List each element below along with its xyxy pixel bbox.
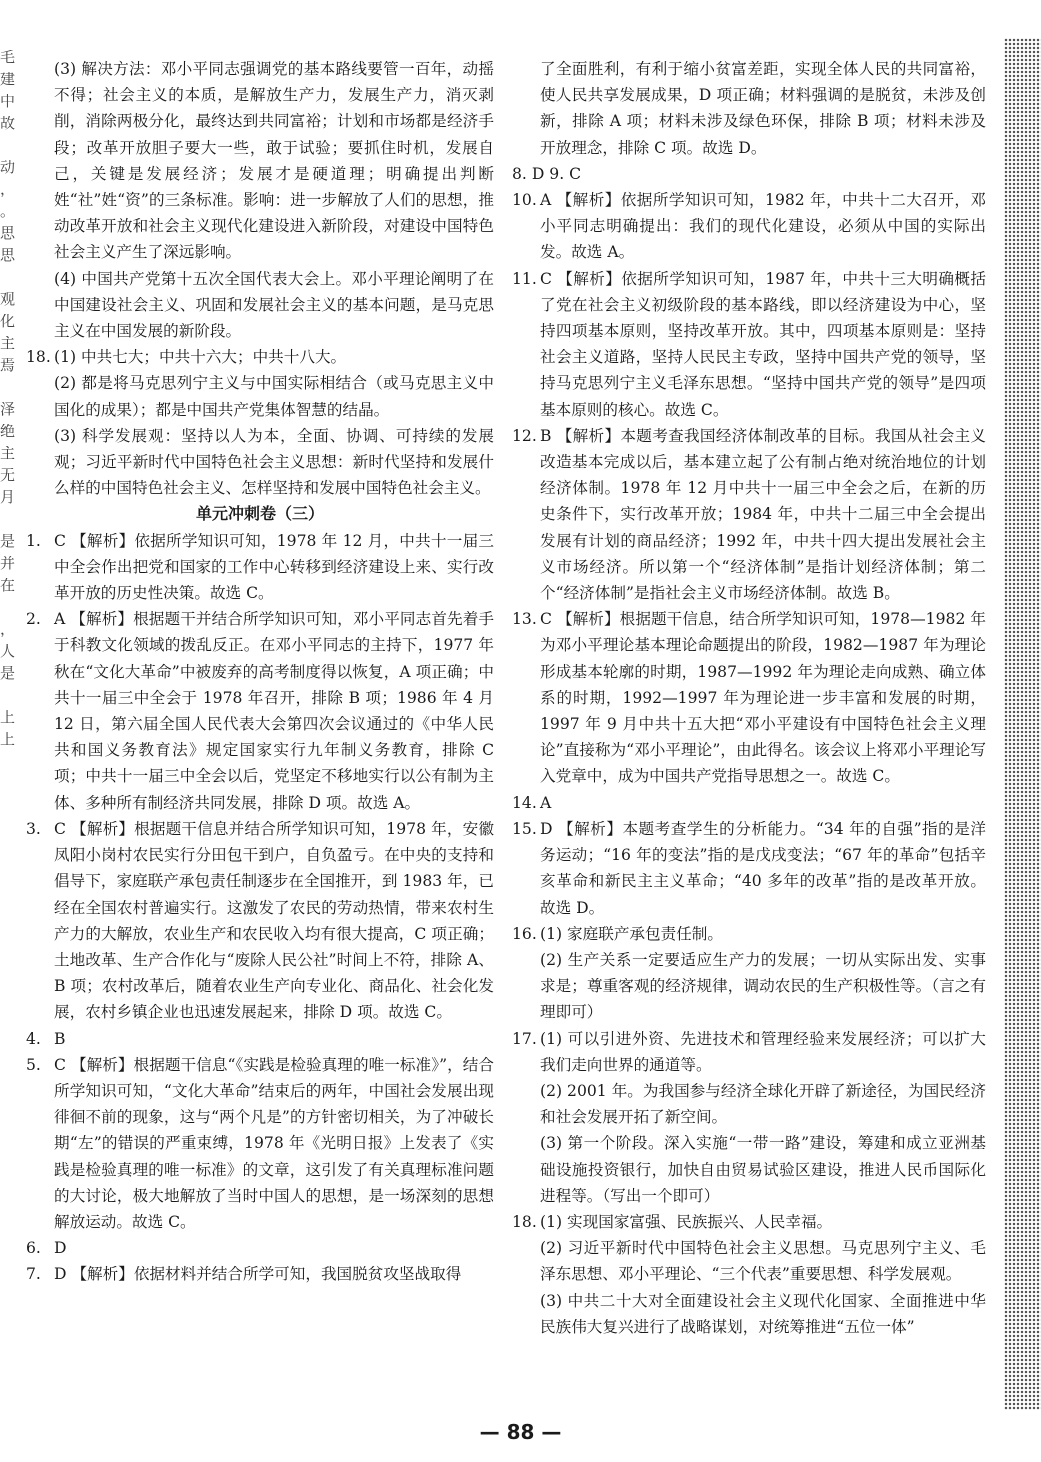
q8-9-answers: 8. D 9. C: [512, 164, 582, 183]
q16-item: [512, 921, 986, 947]
answer-part: (3) 科学发展观：坚持以人为本，全面、协调、可持续的发展观；习近平新时代中国特色社会主义思想：新时代坚持和发展什么样的中国特色社会主义、怎样坚持和发展中国特色社会主义。: [54, 426, 494, 498]
edge-fragment: 绝: [0, 424, 16, 439]
item-number: 12.: [512, 426, 537, 445]
answer-part: (3) 第一个阶段。深入实施“一带一路”建设，筹建和成立亚洲基础设施投资银行，加快自由贸易试验区建设，推进人民币国际化进程等。（写出一个即可）: [540, 1134, 986, 1205]
edge-fragment: 焉: [0, 358, 16, 373]
answer-item: [26, 528, 494, 607]
edge-fragment: 在: [0, 578, 16, 593]
q16-parts: [512, 947, 986, 1026]
left-column: [26, 56, 494, 1288]
item-number: 15.: [512, 819, 537, 838]
item-text: D 【解析】本题考查学生的分析能力。“34 年的自强”指的是洋务运动；“16 年的变法”指的是戊戌变法；“67 年的革命”包括辛亥革命和新民主主义革命；“40 多年的改革”指的是改革开放。故选 D。: [540, 819, 986, 917]
edge-fragment: 月: [0, 490, 16, 505]
item-text: B 【解析】本题考查我国经济体制改革的目标。我国从社会主义改造基本完成以后，基本建立起了公有制占绝对统治地位的计划经济体制。1978 年 12 月中共十一届三中全会之后，在新的历史条件下，实行改革开放；1984 年，中共十二届三中全会提出发展有计划的商品经济；1992 年，中共十四大提出发展社会主义市场经济。所以第一个“经济体制”是指计划经济体制；第二个“经济体制”是指社会主义市场经济体制。故选 B。: [540, 426, 986, 603]
edge-text-fragments: [0, 50, 22, 750]
q16-part-1: (1) 家庭联产承包责任制。: [540, 924, 723, 943]
q17-part-1: (1) 可以引进外资、先进技术和管理经验来发展经济；可以扩大我们走向世界的通道等。: [540, 1029, 986, 1074]
answer-item: [26, 606, 494, 816]
answer-list-left: [26, 528, 494, 1288]
edge-fragment: 人: [0, 644, 16, 659]
item-number: 2.: [26, 610, 41, 629]
item-text: C 【解析】根据题干信息“《实践是检验真理的唯一标准》”，结合所学知识可知，“文化大革命”结束后的两年，中国社会发展出现徘徊不前的现象，这与“两个凡是”的方针密切相关，为了冲破长期“左”的错误的严重束缚，1978 年《光明日报》上发表了《实践是检验真理的唯一标准》的文章，这引发了有关真理标准问题的大讨论，极大地解放了当时中国人的思想，是一场深刻的思想解放运动。故选 C。: [54, 1055, 494, 1231]
item-number: 5.: [26, 1055, 41, 1074]
answer-item: [512, 606, 986, 789]
item-text: A 【解析】根据题干并结合所学知识可知，邓小平同志首先着手于科教文化领域的拨乱反正。在邓小平同志的主持下，1977 年秋在“文化大革命”中被废弃的高考制度得以恢复，A 项正确；中共十一届三中全会于 1978 年召开，排除 B 项；1986 年 4 月 12 日，第六届全国人民代表大会第四次会议通过的《中华人民共和国义务教育法》规定国家实行九年制义务教育，排除 C 项；中共十一届三中全会以后，党坚定不移地实行以公有制为主体、多种所有制经济共同发展，排除 D 项。故选 A。: [54, 610, 494, 812]
answer-item: [26, 1026, 494, 1052]
edge-fragment: 观: [0, 292, 16, 307]
item-number: 16.: [512, 924, 537, 943]
edge-fragment: 主: [0, 446, 16, 461]
q18-parts: [26, 370, 494, 501]
edge-fragment: 动: [0, 160, 16, 175]
answer-item: [512, 790, 986, 816]
edge-fragment: 主: [0, 336, 16, 351]
item-text: C 【解析】依据所学知识可知，1987 年，中共十三大明确概括了党在社会主义初级阶段的基本路线，即以经济建设为中心，坚持四项基本原则，坚持改革开放。其中，四项基本原则是：坚持社会主义道路，坚持人民民主专政，坚持中国共产党的领导，坚持马克思列宁主义毛泽东思想。“坚持中国共产党的领导”是四项基本原则的核心。故选 C。: [540, 269, 986, 419]
edge-dot-pattern: [1004, 38, 1041, 1410]
edge-fragment: 上: [0, 710, 16, 725]
edge-fragment: 无: [0, 468, 16, 483]
item-text: A 【解析】依据所学知识可知，1982 年，中共十二大召开，邓小平同志明确提出：我们的现代化建设，必须从中国的实际出发。故选 A。: [540, 191, 986, 262]
q17-parts: [512, 1078, 986, 1209]
answer-part: (2) 2001 年。为我国参与经济全球化开辟了新途径，为国民经济和社会发展开拓了新空间。: [540, 1081, 986, 1127]
answer-part: (3) 中共二十大对全面建设社会主义现代化国家、全面推进中华民族伟大复兴进行了战略谋划，对统筹推进“五位一体”: [540, 1291, 986, 1336]
answer-item: [512, 187, 986, 266]
item-text: C 【解析】根据题干信息，结合所学知识可知，1978—1982 年为邓小平理论基本理论命题提出的阶段，1982—1987 年为理论形成基本轮廓的时期，1987—1992 年为理论走向成熟、确立体系的时期，1992—1997 年为理论进一步丰富和发展的时期，1997 年 9 月中共十五大把“邓小平建设有中国特色社会主义理论”直接称为“邓小平理论”，由此得名。该会议上将邓小平理论写入党章中，成为中国共产党指导思想之一。故选 C。: [540, 610, 986, 786]
answer-item: [512, 816, 986, 921]
q17-item: [512, 1026, 986, 1078]
item-number: 14.: [512, 793, 537, 812]
item-text: C 【解析】根据题干信息并结合所学知识可知，1978 年，安徽凤阳小岗村农民实行分田包干到户，自负盈亏。在中央的支持和倡导下，家庭联产承包责任制逐步在全国推开，到 1983 年，已经在全国农村普遍实行。这激发了农民的劳动热情，带来农村生产力的大解放，农业生产和农民收入均有很大提高，C 项正确；土地改革、生产合作化与“废除人民公社”时间上不符，排除 A、B 项；农村改革后，随着农业生产向专业化、商品化、社会化发展，农村乡镇企业也迅速发展起来，排除 D 项。故选 C。: [54, 819, 494, 1022]
answer-item: [26, 1052, 494, 1235]
edge-fragment: 化: [0, 314, 16, 329]
q18-item: [26, 344, 494, 370]
right-column: [512, 56, 986, 1340]
answer-item: [512, 266, 986, 423]
item-text: D: [54, 1239, 67, 1258]
item-number: 6.: [26, 1239, 41, 1258]
edge-fragment: 。: [0, 204, 16, 219]
item-number: 3.: [26, 819, 41, 838]
item-text: B: [54, 1029, 66, 1048]
edge-fragment: 思: [0, 226, 16, 241]
q18-item: [512, 1209, 986, 1235]
edge-fragment: 毛: [0, 50, 16, 65]
item-number: 4.: [26, 1029, 41, 1048]
edge-fragment: 是: [0, 666, 16, 681]
q18-part-1: (1) 中共七大；中共十六大；中共十八大。: [54, 348, 347, 367]
item-number: 11.: [512, 269, 537, 288]
item-number: 10.: [512, 191, 537, 210]
edge-fragment: 上: [0, 732, 16, 747]
answer-item: [26, 1261, 494, 1287]
item-text: C 【解析】依据所学知识可知，1978 年 12 月，中共十一届三中全会作出把党和国家的工作中心转移到经济建设上来、实行改革开放的历史性决策。故选 C。: [54, 531, 494, 603]
item-number: 13.: [512, 610, 537, 629]
edge-fragment: 是: [0, 534, 16, 549]
edge-fragment: 故: [0, 116, 16, 131]
item-number: 17.: [512, 1029, 537, 1048]
section-heading: 单元冲刺卷（三）: [195, 504, 324, 524]
edge-fragment: 思: [0, 248, 16, 263]
edge-fragment: 建: [0, 72, 16, 87]
item-number: 18.: [512, 1212, 537, 1231]
edge-fragment: 泽: [0, 402, 16, 417]
item-number: 7.: [26, 1265, 41, 1284]
edge-fragment: ，: [0, 182, 16, 197]
answer-item: [512, 423, 986, 606]
item-number: 18.: [26, 348, 51, 367]
answer-part: (3) 解决方法：邓小平同志强调党的基本路线要管一百年，动摇不得；社会主义的本质，是解放生产力，发展生产力，消灭剥削，消除两极分化，最终达到共同富裕；计划和市场都是经济手段；改革开放胆子要大一些，敢于试验；要抓住时机，发展自己，关键是发展经济；发展才是硬道理；明确提出判断姓“社”姓“资”的三条标准。影响：进一步解放了人们的思想，推动改革开放和社会主义现代化建设进入新阶段，对建设中国特色社会主义产生了深远影响。: [54, 60, 494, 262]
answer-part: (2) 习近平新时代中国特色社会主义思想。马克思列宁主义、毛泽东思想、邓小平理论、“三个代表”重要思想、科学发展观。: [540, 1239, 986, 1284]
answer-list-right: [512, 187, 986, 921]
answer-part: (2) 生产关系一定要适应生产力的发展；一切从实际出发、实事求是；尊重客观的经济规律，调动农民的生产积极性等。（言之有理即可）: [540, 950, 986, 1022]
item-text: A: [540, 793, 552, 812]
edge-fragment: 并: [0, 556, 16, 571]
edge-fragment: ，: [0, 622, 16, 637]
q18-part-1: (1) 实现国家富强、民族振兴、人民幸福。: [540, 1212, 833, 1231]
answer-item: [26, 816, 494, 1026]
page-number: — 88 —: [479, 1420, 562, 1444]
q18-parts: [512, 1235, 986, 1340]
item-text: D 【解析】依据材料并结合所学可知，我国脱贫攻坚战取得: [54, 1265, 462, 1284]
answer-part: (4) 中国共产党第十五次全国代表大会上。邓小平理论阐明了在中国建设社会主义、巩固和发展社会主义的基本问题，是马克思主义在中国发展的新阶段。: [54, 269, 494, 341]
edge-fragment: 中: [0, 94, 16, 109]
answer-part: (2) 都是将马克思列宁主义与中国实际相结合（或马克思主义中国化的成果）；都是中国共产党集体智慧的结晶。: [54, 374, 494, 419]
q7-continuation: 了全面胜利，有利于缩小贫富差距，实现全体人民的共同富裕，使人民共享发展成果，D 项正确；材料强调的是脱贫，未涉及创新，排除 A 项；材料未涉及绿色环保，排除 B 项；材料未涉及开放理念，排除 C 项。故选 D。: [540, 60, 986, 157]
q17-continuation: [26, 56, 494, 344]
answer-item: [26, 1235, 494, 1261]
item-number: 1.: [26, 531, 41, 550]
